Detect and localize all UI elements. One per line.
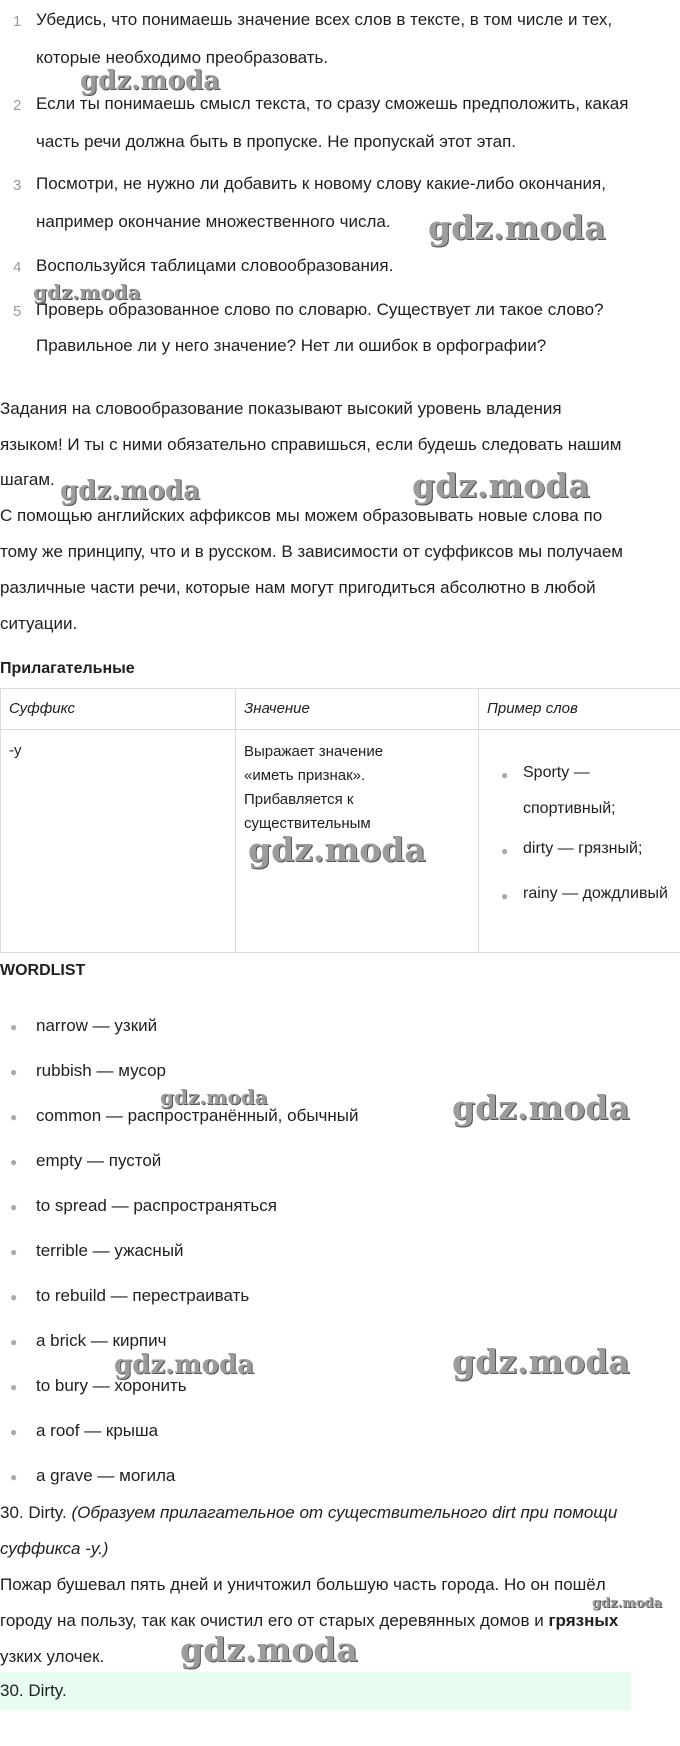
wordlist-text: a grave — могила (36, 1466, 176, 1485)
answer-first-line (0, 1503, 617, 1523)
answer-note-cont: суффикса -y.) (0, 1539, 109, 1558)
bullet-icon: ● (501, 844, 509, 858)
affix-line: различные части речи, которые нам могут пригодиться абсолютно в любой (0, 578, 596, 597)
cell-suffix (1, 730, 236, 953)
answer-text-line (0, 1611, 618, 1631)
bullet-icon: ● (10, 1020, 18, 1034)
answer-note: (Образуем прилагательное от существительного dirt при помощи (71, 1503, 618, 1522)
wordlist-heading: WORDLIST (0, 962, 86, 979)
watermark-logo: gdz.moda (180, 1630, 358, 1669)
step-text: Убедись, что понимаешь значение всех слов в тексте, в том числе и тех, (36, 10, 613, 29)
example-item: dirty — грязный; (523, 840, 643, 857)
bullet-icon: ● (10, 1290, 18, 1304)
step-text: которые необходимо преобразовать. (36, 48, 329, 67)
bullet-icon: ● (10, 1110, 18, 1124)
example-item: Sporty — (523, 764, 590, 781)
example-item: rainy — дождливый (523, 885, 668, 902)
watermark-logo: gdz.moda (428, 208, 606, 247)
watermark-logo: gdz.moda (160, 1085, 268, 1109)
wordlist-text: common — распространённый, обычный (36, 1106, 359, 1125)
wordlist-text: to rebuild — перестраивать (36, 1286, 250, 1305)
header-meaning: Значение (236, 689, 479, 730)
answer-label: 30. Dirty. (0, 1503, 67, 1522)
adjectives-heading: Прилагательные (0, 660, 135, 677)
affix-line: ситуации. (0, 614, 78, 633)
watermark-logo: gdz.moda (114, 1350, 255, 1380)
intro-line: шагам. (0, 470, 55, 489)
wordlist-text: terrible — ужасный (36, 1241, 184, 1260)
step-text: Правильное ли у него значение? Нет ли ошибок в орфографии? (36, 336, 547, 355)
bullet-icon: ● (10, 1470, 18, 1484)
answer-text-part: городу на пользу, так как очистил его от старых деревянных домов и (0, 1611, 549, 1630)
examples-list (479, 730, 680, 952)
meaning-line: Прибавляется к (244, 791, 354, 808)
step-text: часть речи должна быть в пропуске. Не пропускай этот этап. (36, 132, 517, 151)
bullet-icon: ● (501, 889, 509, 903)
step-text: Проверь образованное слово по словарю. Существует ли такое слово? (36, 300, 604, 319)
watermark-logo: gdz.moda (33, 280, 141, 304)
watermark-logo: gdz.moda (452, 1088, 630, 1127)
answer-highlight: грязных (548, 1611, 619, 1630)
step-number: 4 (13, 259, 22, 276)
meaning-line: «иметь признак». (244, 767, 366, 784)
intro-line: Задания на словообразование показывают высокий уровень владения (0, 399, 562, 418)
bullet-icon: ● (10, 1380, 18, 1394)
watermark-logo: gdz.moda (592, 1596, 663, 1611)
final-answer: 30. Dirty. (0, 1681, 67, 1700)
affix-line: тому же принципу, что и в русском. В зависимости от суффиксов мы получаем (0, 542, 623, 561)
suffix-value: -y (9, 742, 22, 759)
suffix-table (0, 688, 680, 953)
bullet-icon: ● (10, 1200, 18, 1214)
wordlist-text: rubbish — мусор (36, 1061, 166, 1080)
intro-line: языком! И ты с ними обязательно справишься, если будешь следовать нашим (0, 435, 622, 454)
step-number: 3 (13, 177, 22, 194)
header-suffix: Суффикс (1, 689, 236, 730)
wordlist-text: to spread — распространяться (36, 1196, 277, 1215)
wordlist-text: narrow — узкий (36, 1016, 158, 1035)
step-text: например окончание множественного числа. (36, 212, 391, 231)
watermark-logo: gdz.moda (412, 466, 590, 505)
watermark-logo: gdz.moda (80, 66, 221, 96)
wordlist-text: a roof — крыша (36, 1421, 159, 1440)
step-text: Посмотри, не нужно ли добавить к новому слову какие-либо окончания, (36, 174, 606, 193)
watermark-logo: gdz.moda (452, 1342, 630, 1381)
bullet-icon: ● (501, 768, 509, 782)
watermark-logo: gdz.moda (60, 476, 201, 506)
table-header-row (1, 689, 680, 730)
wordlist-text: a brick — кирпич (36, 1331, 167, 1350)
step-number: 1 (13, 13, 22, 30)
step-text: Если ты понимаешь смысл текста, то сразу сможешь предположить, какая (36, 94, 629, 113)
wordlist-text: to bury — хоронить (36, 1376, 187, 1395)
affix-line: С помощью английских аффиксов мы можем образовывать новые слова по (0, 506, 603, 525)
example-item: спортивный; (523, 800, 616, 817)
wordlist-text: empty — пустой (36, 1151, 162, 1170)
bullet-icon: ● (10, 1155, 18, 1169)
bullet-icon: ● (10, 1065, 18, 1079)
meaning-line: Выражает значение (244, 743, 384, 760)
bullet-icon: ● (10, 1335, 18, 1349)
bullet-icon: ● (10, 1425, 18, 1439)
bullet-icon: ● (10, 1245, 18, 1259)
watermark-logo: gdz.moda (248, 830, 426, 869)
final-answer-box (0, 1672, 631, 1710)
answer-text-line: Пожар бушевал пять дней и уничтожил большую часть города. Но он пошёл (0, 1575, 606, 1594)
step-number: 5 (13, 303, 22, 320)
header-examples: Пример слов (479, 689, 680, 730)
cell-examples (479, 730, 680, 953)
meaning-line: существительным (244, 815, 371, 832)
answer-text-line: узких улочек. (0, 1647, 105, 1666)
step-number: 2 (13, 97, 22, 114)
step-text: Воспользуйся таблицами словообразования. (36, 256, 394, 275)
